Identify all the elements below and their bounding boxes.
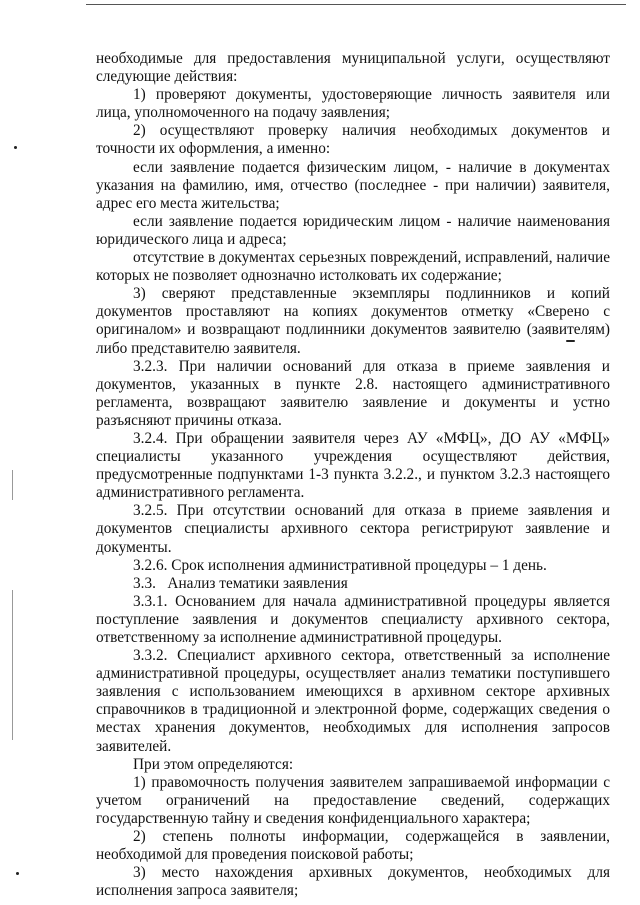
paragraph: отсутствие в документах серьезных повреждений, исправлений, наличие которых не позволяет однозначно истолковать их содержание; — [96, 249, 610, 285]
paragraph: 3.2.3. При наличии оснований для отказа в приеме заявления и документов, указанных в пункте 2.8. настоящего административного регламента, возвращают заявителю заявление и документы и устно разъясняют причины отказа. — [96, 357, 610, 429]
scan-edge-mark-upper — [12, 470, 13, 500]
paragraph: 1) правомочность получения заявителем запрашиваемой информации с учетом ограничений на предоставление сведений, содержащих государственную тайну и сведения конфиденциального характера; — [96, 773, 610, 827]
scan-speck-bottom — [16, 872, 19, 875]
paragraph: 3.3.2. Специалист архивного сектора, ответственный за исполнение административной процедуры, осуществляет анализ тематики поступившего заявления с использованием имеющихся в архивном секторе архивных справочников в традиционной и электронной форме, содержащих сведения о местах хранения документов, необходимых для исполнения запросов заявителей. — [96, 647, 610, 755]
paragraph: 3.2.5. При отсутствии оснований для отказа в приеме заявления и документов специалисты архивного сектора регистрируют заявление и документы. — [96, 502, 610, 556]
paragraph: 3.3.1. Основанием для начала административной процедуры является поступление заявления и документов специалисту архивного сектора, ответственному за исполнение административной процедуры. — [96, 592, 610, 646]
paragraph: 3) сверяют представленные экземпляры подлинников и копий документов проставляют на копиях документов отметку «Сверено с оригиналом» и возвращают подлинники документов заявителю (заявителям) либо представителю заявителя. — [96, 285, 610, 357]
paragraph: 3.2.6. Срок исполнения административной процедуры – 1 день. — [133, 556, 547, 574]
paragraph: При этом определяются: — [133, 755, 294, 773]
paragraph: 2) осуществляют проверку наличия необходимых документов и точности их оформления, а именно: — [96, 122, 610, 158]
paragraph: 2) степень полноты информации, содержащейся в заявлении, необходимой для проведения поисковой работы; — [96, 828, 610, 864]
scan-edge-mark-lower — [12, 590, 13, 740]
paragraph: необходимые для предоставления муниципальной услуги, осуществляют следующие действия: — [96, 50, 610, 86]
paragraph: если заявление подается юридическим лицом - наличие наименования юридического лица и адреса; — [96, 212, 610, 248]
scan-speck-left — [14, 146, 17, 149]
section-heading: 3.3. Анализ тематики заявления — [133, 574, 348, 592]
paragraph: если заявление подается физическим лицом, - наличие в документах указания на фамилию, имя, отчество (последнее - при наличии) заявителя, адрес его места жительства; — [96, 158, 610, 212]
paragraph: 1) проверяют документы, удостоверяющие личность заявителя или лица, уполномоченного на подачу заявления; — [96, 86, 610, 122]
paragraph: 3.2.4. При обращении заявителя через АУ «МФЦ», ДО АУ «МФЦ» специалисты указанного учреждения осуществляют действия, предусмотренные подпунктами 1-3 пункта 3.2.2., и пунктом 3.2.3 настоящего административного регламента. — [96, 429, 610, 502]
page-top-rule — [86, 4, 626, 5]
paragraph: 3) место нахождения архивных документов, необходимых для исполнения запроса заявителя; — [96, 864, 610, 900]
document-body — [96, 50, 610, 900]
